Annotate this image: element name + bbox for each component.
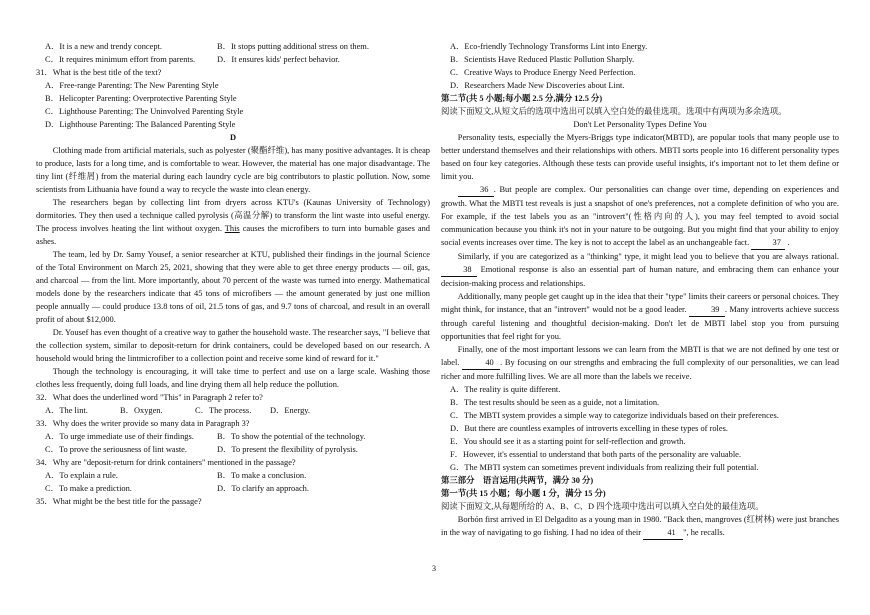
mbti-paragraph-3: [441, 250, 839, 290]
q30-option-a: A．It is a new and trendy concept.: [45, 42, 162, 51]
paragraph-2-part-2: causes the microfibers to turn into burnable gases and ashes.: [36, 224, 430, 246]
passage-title: Don't Let Personality Types Define You: [573, 120, 707, 129]
q32-option-a: A．The lint.: [45, 406, 88, 415]
mbti-paragraph-5-part-1: Finally, one of the most important lessons we can learn from the MBTI is that we are not defined by one test or label.: [441, 345, 839, 367]
q33-option-c: C．To prove the seriousness of lint waste.: [45, 445, 187, 454]
passage-d-paragraph-5: Though the technology is encouraging, it will take time to perfect and use on a large scale. Washing those clothes less frequently, doing full loads, and line drying them all help reduce the pollution.: [36, 367, 430, 389]
q31-option-a: A．Free-range Parenting: The New Parenting Style: [45, 81, 219, 90]
q34-option-a: A．To explain a rule.: [45, 471, 118, 480]
part-3-heading: 第三部分 语言运用(共两节，满分 30 分): [441, 476, 594, 485]
left-column: [36, 40, 430, 508]
q34-option-c: C．To make a prediction.: [45, 484, 132, 493]
cloze-text-1: Borbón first arrived in El Delgadito as a young man in 1980. "Back then, mangroves (红树林) were just branches in the way of navigating to go fishing. I had no idea of their: [441, 515, 839, 537]
option-c: C．The MBTI system provides a simple way to categorize individuals based on their preferences.: [450, 411, 779, 420]
q34-options-row2: [36, 482, 430, 495]
q34-options-row1: [36, 469, 430, 482]
passage-d-paragraph-4: Dr. Yousef has even thought of a creative way to gather the household waste. The researcher says, "I believe that the collection system, similar to deposit-return for drink containers, could be developed based on our research. A household would bring the lintmicrofiber to a collection point and receive some kind of reward for it.": [36, 328, 430, 363]
cloze-text-2: ", he recalls.: [683, 528, 725, 537]
right-column: [441, 40, 839, 540]
q32-options: [36, 404, 430, 417]
q33-stem: 33．Why does the writer provide so many data in Paragraph 3?: [36, 419, 250, 428]
q30-option-b: B．It stops putting additional stress on them.: [217, 42, 369, 51]
passage-d-paragraph-3: The team, led by Dr. Samy Yousef, a senior researcher at KTU, published their findings in the journal Science of the Total Environment on March 25, 2021, showing that they were able to get three energy products — oil, gas, and charcoal — from the lint. More importantly, about 70 percent of the waste was turned into energy. Mathematical models done by the researchers indicate that 45 tons of microfibers — the amount generated by just one million people annually — could produce 13.8 tons of oil, 21.5 tons of gas, and 9.7 tons of charcoal, and result in an overall profit of about $12,000.: [36, 250, 430, 324]
underlined-word-this: This: [224, 224, 240, 233]
mbti-paragraph-3-part-2: Emotional response is also an essential part of human nature, and embracing them can enhance your decision-making process and relationships.: [441, 265, 840, 288]
q30-option-d: D．It ensures kids' perfect behavior.: [217, 55, 340, 64]
q34-option-d: D．To clarify an approach.: [217, 484, 309, 493]
passage-d-paragraph-1: Clothing made from artificial materials, such as polyester (聚酯纤维), has many positive advantages. It is cheap to produce, lasts for a long time, and is comfortable to wear. However, the material has one major disadvantage. The tiny lint (纤维屑) from the material during each laundry cycle are big contributors to plastic pollution. Now, some scientists from Lithuania have found a way to recycle the waste into clean energy.: [36, 146, 430, 194]
q31-option-b: B．Helicopter Parenting: Overprotective Parenting Style: [45, 94, 237, 103]
mbti-paragraph-4-part-2: . Many introverts achieve success through careful listening and thoughtful decision-making. Don't let de MBTI label stop you from pursuing opportunities that feel right for you.: [441, 305, 840, 341]
q30-option-c: C．It requires minimum effort from parents.: [45, 55, 196, 64]
section-2-heading: 第二节(共 5 小题;每小题 2.5 分,满分 12.5 分): [441, 94, 603, 103]
blank-38[interactable]: 38: [441, 263, 477, 277]
q31-option-d: D．Lighthouse Parenting: The Balanced Parenting Style: [45, 120, 236, 129]
part-3-subheading: 第一节(共 15 小题；每小题 1 分，满分 15 分): [441, 489, 606, 498]
section-2-instructions: 阅读下面短文,从短文后的选项中选出可以填入空白处的最佳选项。选项中有两项为多余选项。: [441, 107, 787, 116]
q33-option-a: A．To urge immediate use of their findings.: [45, 432, 194, 441]
passage-d-paragraph-2: [36, 196, 430, 248]
paragraph-2-part-1: The researchers began by collecting lint from dryers across KTU's (Kaunas University of Technology) dormitories. They then used a technique called pyrolysis (高温分解) to transform the lint waste into useful energy. The process involves heating the lint without oxygen.: [36, 198, 430, 233]
blank-39[interactable]: 39: [689, 303, 725, 317]
blank-36[interactable]: 36: [458, 183, 494, 197]
blank-40[interactable]: 40: [462, 356, 500, 370]
option-a: A．The reality is quite different.: [450, 385, 561, 394]
q32-option-b: B．Oxygen.: [120, 406, 163, 415]
blank-37[interactable]: 37: [751, 236, 785, 250]
q35-option-a: A．Eco-friendly Technology Transforms Lint into Energy.: [450, 42, 648, 51]
passage-mbti: [441, 131, 839, 383]
option-g: G．The MBTI system can sometimes prevent individuals from realizing their full potential.: [450, 463, 759, 472]
q33-option-d: D．To present the flexibility of pyrolysis.: [217, 445, 358, 454]
q35-option-c: C．Creative Ways to Produce Energy Need Perfection.: [450, 68, 636, 77]
option-f: F．However, it's essential to understand that both parts of the personality are valuable.: [450, 450, 741, 459]
mbti-paragraph-5-part-2: . By focusing on our strengths and embracing the full complexity of our personalities, we can lead richer and more fulfilling lives. We are all more than the labels we receive.: [441, 358, 840, 381]
q34-stem: 34．Why are "deposit-return for drink containers" mentioned in the passage?: [36, 458, 296, 467]
q33-options-row1: [36, 430, 430, 443]
q32-option-c: C．The process.: [195, 406, 252, 415]
part-3-instructions: 阅读下面短文,从每题所给的 A、B、C、D 四个选项中选出可以填入空白处的最佳选项。: [441, 502, 764, 511]
q33-option-b: B．To show the potential of the technology.: [217, 432, 366, 441]
q35-stem: 35．What might be the best title for the passage?: [36, 497, 202, 506]
mbti-paragraph-4: [441, 290, 839, 343]
option-e: E．You should see it as a starting point for self-reflection and growth.: [450, 437, 686, 446]
q32-option-d: D．Energy.: [270, 406, 311, 415]
mbti-paragraph-3-part-1: Similarly, if you are categorized as a "thinking" type, it might lead you to believe that you are always rational.: [457, 252, 839, 261]
q34-option-b: B．To make a conclusion.: [217, 471, 307, 480]
page-number: 3: [432, 564, 436, 573]
mbti-paragraph-2: 36 . But people are complex. Our personalities can change over time, depending on experiences and growth. What the MBTI test reveals is just a snapshot of one's preferences, not a complete definition of who you are. For example, if the test labels you as an "introvert"(性格内向的人), you may feel tempted to avoid social communication because you think it's not in your nature to be outgoing. But you might find that your ability to enjoy social events increases over time. The key is not to accept the label as an unchangeable fact. 37 .: [441, 183, 839, 250]
mbti-paragraph-4-part-1: Additionally, many people get caught up in the idea that their "type" limits their careers or personal choices. They might think, for instance, that an "introvert" would not be a good leader.: [441, 292, 839, 314]
option-b: B．The test results should be seen as a guide, not a limitation.: [450, 398, 660, 407]
mbti-paragraph-5: [441, 343, 839, 383]
q35-option-d: D．Researchers Made New Discoveries about Lint.: [450, 81, 625, 90]
blank-41[interactable]: 41: [643, 526, 683, 540]
q31-stem: 31．What is the best title of the text?: [36, 68, 162, 77]
q31-option-c: C．Lighthouse Parenting: The Uninvolved Parenting Style: [45, 107, 244, 116]
passage-d: [36, 144, 430, 391]
q33-options-row2: [36, 443, 430, 456]
q35-option-b: B．Scientists Have Reduced Plastic Pollution Sharply.: [450, 55, 635, 64]
q30-options-row1: [36, 40, 430, 53]
passage-letter: D: [229, 133, 237, 142]
cloze-passage: [441, 513, 839, 540]
mbti-paragraph-1: Personality tests, especially the Myers-Briggs type indicator(MBTD), are popular tools that many people use to better understand themselves and their relationships with others. MBTI sorts people into 16 different personality types based on four key categories. Although these tests can provide useful insights, it's important not to let them define or limit you.: [441, 133, 839, 181]
q32-stem: 32．What does the underlined word "This" in Paragraph 2 refer to?: [36, 393, 263, 402]
option-d: D．But there are countless examples of introverts excelling in these types of roles.: [450, 424, 728, 433]
cloze-paragraph-1: [441, 513, 839, 540]
q30-options-row2: [36, 53, 430, 66]
mbti-paragraph-2-text: . But people are complex. Our personalities can change over time, depending on experiences and growth. What the MBTI test reveals is just a snapshot of one's preferences, not a complete definition of who you are. For example, if the test labels you as an "introvert"(性格内向的人), you may feel tempted to avoid social communication because you think it's not in your nature to be outgoing. But you might find that your ability to enjoy social events increases over time. The key is not to accept the label as an unchangeable fact.: [441, 185, 839, 247]
